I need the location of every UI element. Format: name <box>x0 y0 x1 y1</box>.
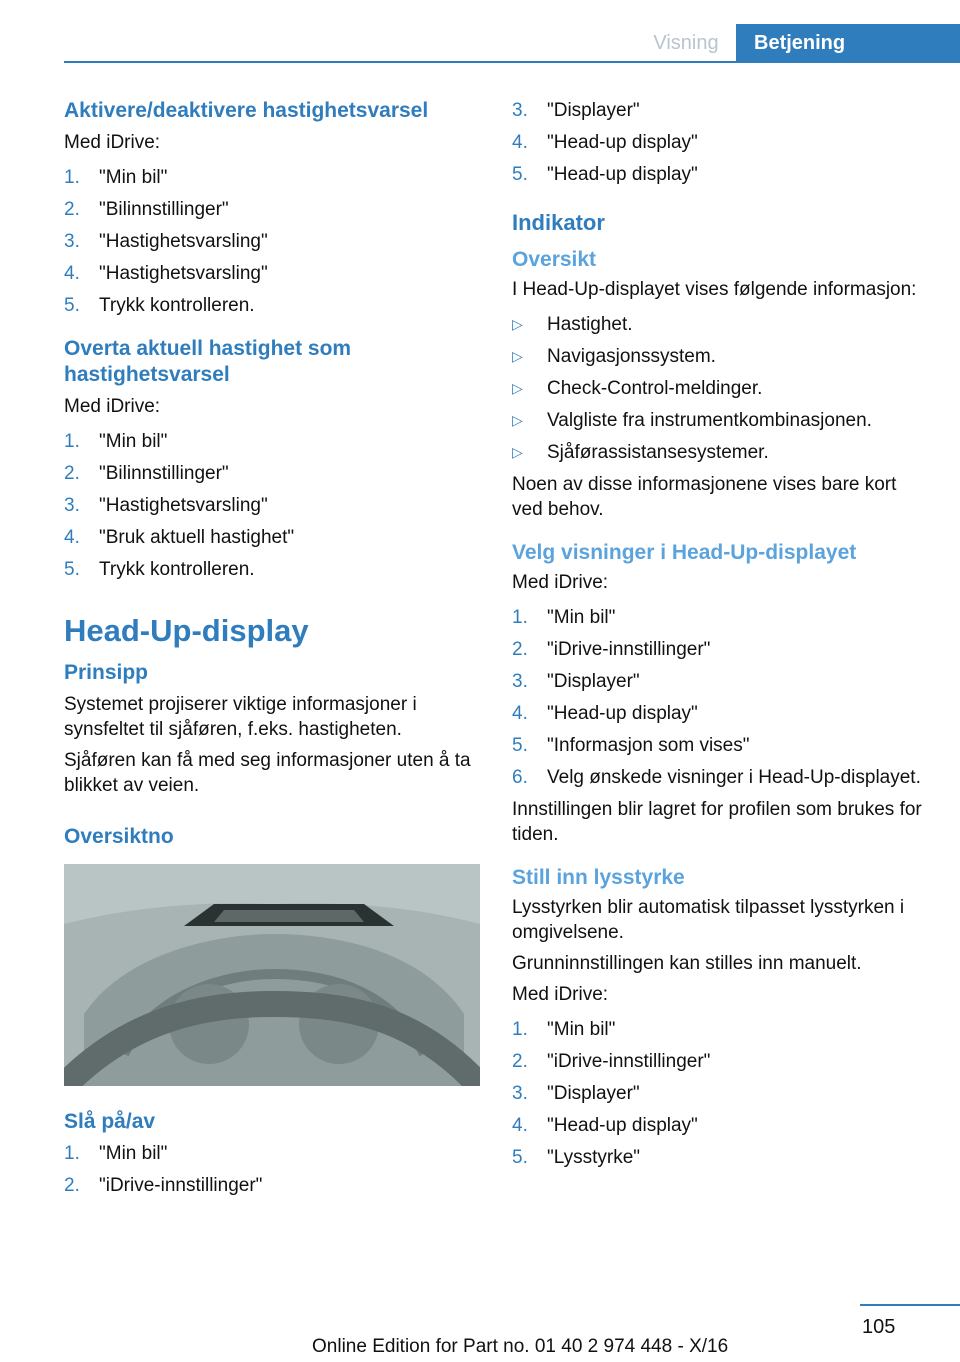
list-item: 4. "Head-up display" <box>512 703 698 724</box>
steps-list-brightness <box>512 1017 924 1170</box>
list-item: 4. "Head-up display" <box>512 132 698 153</box>
footer-rule <box>860 1304 960 1306</box>
steps-list-select-views <box>512 605 924 790</box>
subsection-title-select-views: Velg visninger i Head-Up-displayet <box>512 541 857 564</box>
intro-text: Med iDrive: <box>64 396 161 417</box>
paragraph: Sjåføren kan få med seg informasjoner uten å ta blikket av veien. <box>64 750 471 796</box>
list-item: 2. "iDrive-innstillinger" <box>512 639 711 660</box>
section-title-principle: Prinsipp <box>64 661 149 684</box>
list-item: 5. "Head-up display" <box>512 164 698 185</box>
list-item: 1. "Min bil" <box>64 167 168 188</box>
page-number: 105 <box>862 1316 896 1338</box>
list-item: ▷ Sjåførassistansesystemer. <box>512 442 769 463</box>
subsection-title-brightness: Still inn lysstyrke <box>512 866 685 889</box>
steps-list-take-current-speed <box>64 429 484 582</box>
list-item: ▷ Check-Control-meldinger. <box>512 378 763 399</box>
paragraph: I Head-Up-displayet vises følgende informasjon: <box>512 279 917 300</box>
subsection-title-overview: Oversikt <box>512 248 597 271</box>
intro-text: Med iDrive: <box>512 984 609 1005</box>
list-item: 4. "Head-up display" <box>512 1115 698 1136</box>
list-item: ▷ Hastighet. <box>512 314 633 335</box>
list-item: 3. "Hastighetsvarsling" <box>64 231 268 252</box>
section-title-overview: Oversiktno <box>64 825 174 848</box>
paragraph: Grunninnstillingen kan stilles inn manuelt. <box>512 953 862 974</box>
chapter-title: Head-Up-display <box>64 613 309 648</box>
left-column <box>64 98 484 1205</box>
list-item: ▷ Valgliste fra instrumentkombinasjonen. <box>512 410 872 431</box>
steps-list-continued <box>512 98 924 187</box>
list-item: 2. "Bilinnstillinger" <box>64 199 229 220</box>
list-item: 3. "Hastighetsvarsling" <box>64 495 268 516</box>
steps-list-speed-warning <box>64 165 484 318</box>
head-up-display-illustration <box>64 864 480 1086</box>
list-item: 5. Trykk kontrolleren. <box>64 295 255 316</box>
paragraph: Systemet projiserer viktige informasjoner i synsfeltet til sjåføren, f.eks. hastigheten. <box>64 694 417 740</box>
list-item: 3. "Displayer" <box>512 671 640 692</box>
tab-visning[interactable]: Visning <box>636 24 736 62</box>
list-item: 3. "Displayer" <box>512 100 640 121</box>
list-item: 5. Trykk kontrolleren. <box>64 559 255 580</box>
section-title-indicator: Indikator <box>512 210 605 235</box>
intro-text: Med iDrive: <box>64 132 161 153</box>
list-item: 5. "Informasjon som vises" <box>512 735 750 756</box>
edition-footer: Online Edition for Part no. 01 40 2 974 448 - X/16 <box>312 1336 729 1357</box>
right-column <box>512 98 924 1177</box>
list-item: 4. "Bruk aktuell hastighet" <box>64 527 295 548</box>
header-rule <box>64 61 960 63</box>
list-item: 1. "Min bil" <box>512 1019 616 1040</box>
list-item: 3. "Displayer" <box>512 1083 640 1104</box>
list-item: 6. Velg ønskede visninger i Head-Up-displayet. <box>512 767 921 788</box>
steps-list-on-off <box>64 1141 484 1198</box>
intro-text: Med iDrive: <box>512 572 609 593</box>
paragraph: Innstillingen blir lagret for profilen som brukes for tiden. <box>512 799 922 845</box>
list-item: 4. "Hastighetsvarsling" <box>64 263 268 284</box>
section-title-on-off: Slå på/av <box>64 1110 156 1133</box>
list-item: 2. "iDrive-innstillinger" <box>64 1175 263 1196</box>
paragraph: Noen av disse informasjonene vises bare kort ved behov. <box>512 474 897 520</box>
list-item: 1. "Min bil" <box>64 1143 168 1164</box>
list-item: 1. "Min bil" <box>64 431 168 452</box>
section-title-take-current-speed: Overta aktuell hastighet som hastighetsvarsel <box>64 337 352 386</box>
list-item: 5. "Lysstyrke" <box>512 1147 641 1168</box>
list-item: 2. "iDrive-innstillinger" <box>512 1051 711 1072</box>
list-item: 2. "Bilinnstillinger" <box>64 463 229 484</box>
overview-bullet-list <box>512 312 924 465</box>
header-tabs <box>636 24 960 62</box>
paragraph: Lysstyrken blir automatisk tilpasset lysstyrken i omgivelsene. <box>512 897 905 943</box>
list-item: 1. "Min bil" <box>512 607 616 628</box>
tab-betjening[interactable]: Betjening <box>736 24 960 62</box>
section-title-speed-warning: Aktivere/deaktivere hastighetsvarsel <box>64 99 429 122</box>
list-item: ▷ Navigasjonssystem. <box>512 346 716 367</box>
